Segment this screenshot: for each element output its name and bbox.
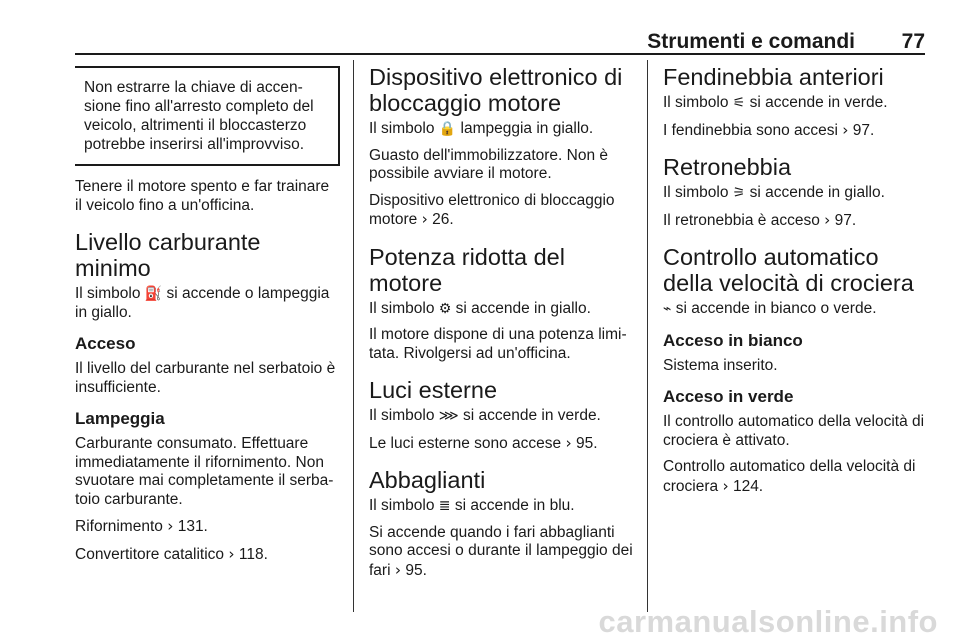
heading-acceso: Acceso bbox=[75, 334, 136, 353]
immobilizer-symbol-text: Il simbolo 🔒 lampeggia in giallo. bbox=[369, 120, 594, 137]
page-number: 77 bbox=[901, 30, 925, 53]
fuel-icon: ⛽ bbox=[144, 286, 163, 302]
immobilizer-icon: 🔒 bbox=[438, 121, 457, 137]
warning-box: Non estrarre la chiave di accensione fino all'arresto completo del veicolo, altrimenti il bloccasterzo potrebbe inserirsi all'improvviso. bbox=[75, 66, 340, 166]
power-text: Il motore dispone di una potenza limitata. Rivolgersi ad un'officina. bbox=[369, 326, 627, 362]
cruise-control-icon: ⌁ bbox=[663, 301, 672, 317]
column-divider bbox=[647, 60, 648, 612]
page-ref-icon: › bbox=[228, 544, 235, 563]
fuel-symbol-text: Il simbolo ⛽ si accende o lampeggia in giallo. bbox=[75, 285, 330, 321]
exterior-lights-icon: ⋙ bbox=[438, 408, 459, 424]
acceso-text: Il livello del carburante nel serbatoio è insufficiente. bbox=[75, 360, 336, 396]
rear-fog-symbol-text: Il simbolo ⚞ si accende in giallo. bbox=[663, 184, 885, 201]
section-title: Strumenti e comandi bbox=[647, 30, 855, 53]
heading-cruise-control: Controllo automatico della velocità di crociera bbox=[663, 244, 914, 296]
column-2 bbox=[369, 60, 634, 588]
high-beam-icon: ≣ bbox=[438, 498, 451, 514]
watermark: carmanualsonline.info bbox=[598, 604, 938, 639]
front-fog-icon: ⚟ bbox=[732, 95, 746, 111]
page-ref-icon: › bbox=[565, 433, 572, 452]
page-header bbox=[75, 22, 925, 52]
engine-power-icon: ⚙ bbox=[438, 300, 452, 317]
heading-white: Acceso in bianco bbox=[663, 330, 803, 350]
page-ref-icon: › bbox=[421, 210, 428, 228]
heading-exterior-lights: Luci esterne bbox=[369, 377, 498, 403]
column-1 bbox=[75, 60, 340, 572]
rear-fog-icon: ⚞ bbox=[732, 185, 746, 201]
heading-fuel-level: Livello carburante minimo bbox=[75, 229, 261, 281]
catalytic-reference: Convertitore catalitico › 118. bbox=[75, 544, 268, 563]
high-beam-symbol-text: Il simbolo ≣ si accende in blu. bbox=[369, 497, 575, 514]
front-fog-symbol-text: Il simbolo ⚟ si accende in verde. bbox=[663, 94, 888, 111]
heading-immobilizer: Dispositivo elettronico di bloccaggio motore bbox=[369, 64, 623, 116]
power-symbol-text: Il simbolo ⚙ si accende in giallo. bbox=[369, 299, 591, 317]
page-ref-icon: › bbox=[824, 210, 831, 229]
heading-green: Acceso in verde bbox=[663, 387, 794, 406]
rear-fog-reference: Il retronebbia è acceso › 97. bbox=[663, 210, 857, 229]
immobilizer-fault-text: Guasto dell'immobilizzatore. Non è possibile avviare il motore. bbox=[369, 146, 609, 182]
lights-symbol-text: Il simbolo ⋙ si accende in verde. bbox=[369, 407, 601, 424]
column-divider bbox=[353, 60, 354, 612]
heading-lampeggia: Lampeggia bbox=[75, 409, 165, 428]
high-beam-reference: Si accende quando i fari abbaglianti sono accesi o durante il lampeggio dei fari › 95. bbox=[369, 523, 633, 579]
heading-front-fog: Fendinebbia anteriori bbox=[663, 64, 884, 90]
cruise-reference: Controllo automatico della velocità di crociera › 124. bbox=[663, 458, 916, 495]
page-ref-icon: › bbox=[167, 517, 174, 535]
page-ref-icon: › bbox=[842, 120, 849, 139]
heading-reduced-power: Potenza ridotta del motore bbox=[369, 243, 565, 296]
heading-high-beam: Abbaglianti bbox=[369, 467, 486, 493]
lights-reference: Le luci esterne sono accese › 95. bbox=[369, 433, 598, 452]
heading-rear-fog: Retronebbia bbox=[663, 154, 792, 180]
column-3 bbox=[663, 60, 928, 504]
cruise-symbol-text: ⌁ si accende in bianco o verde. bbox=[663, 300, 877, 317]
immobilizer-reference: Dispositivo elettronico di bloccaggio motore › 26. bbox=[369, 191, 615, 228]
header-rule bbox=[75, 53, 925, 55]
page-ref-icon: › bbox=[394, 560, 402, 579]
green-text: Il controllo automatico della velocità di crociera è attivato. bbox=[663, 413, 925, 449]
white-text: Sistema inserito. bbox=[663, 356, 778, 374]
refuel-reference: Rifornimento › 131. bbox=[75, 517, 208, 535]
towing-text: Tenere il motore spento e far trainare il veicolo fino a un'officina. bbox=[75, 178, 330, 214]
front-fog-reference: I fendinebbia sono accesi › 97. bbox=[663, 120, 875, 139]
page-ref-icon: › bbox=[722, 476, 729, 495]
lampeggia-text: Carburante consumato. Effettuare immediatamente il rifornimento. Non svuotare mai completamente il serbatoio carburante. bbox=[75, 435, 334, 508]
